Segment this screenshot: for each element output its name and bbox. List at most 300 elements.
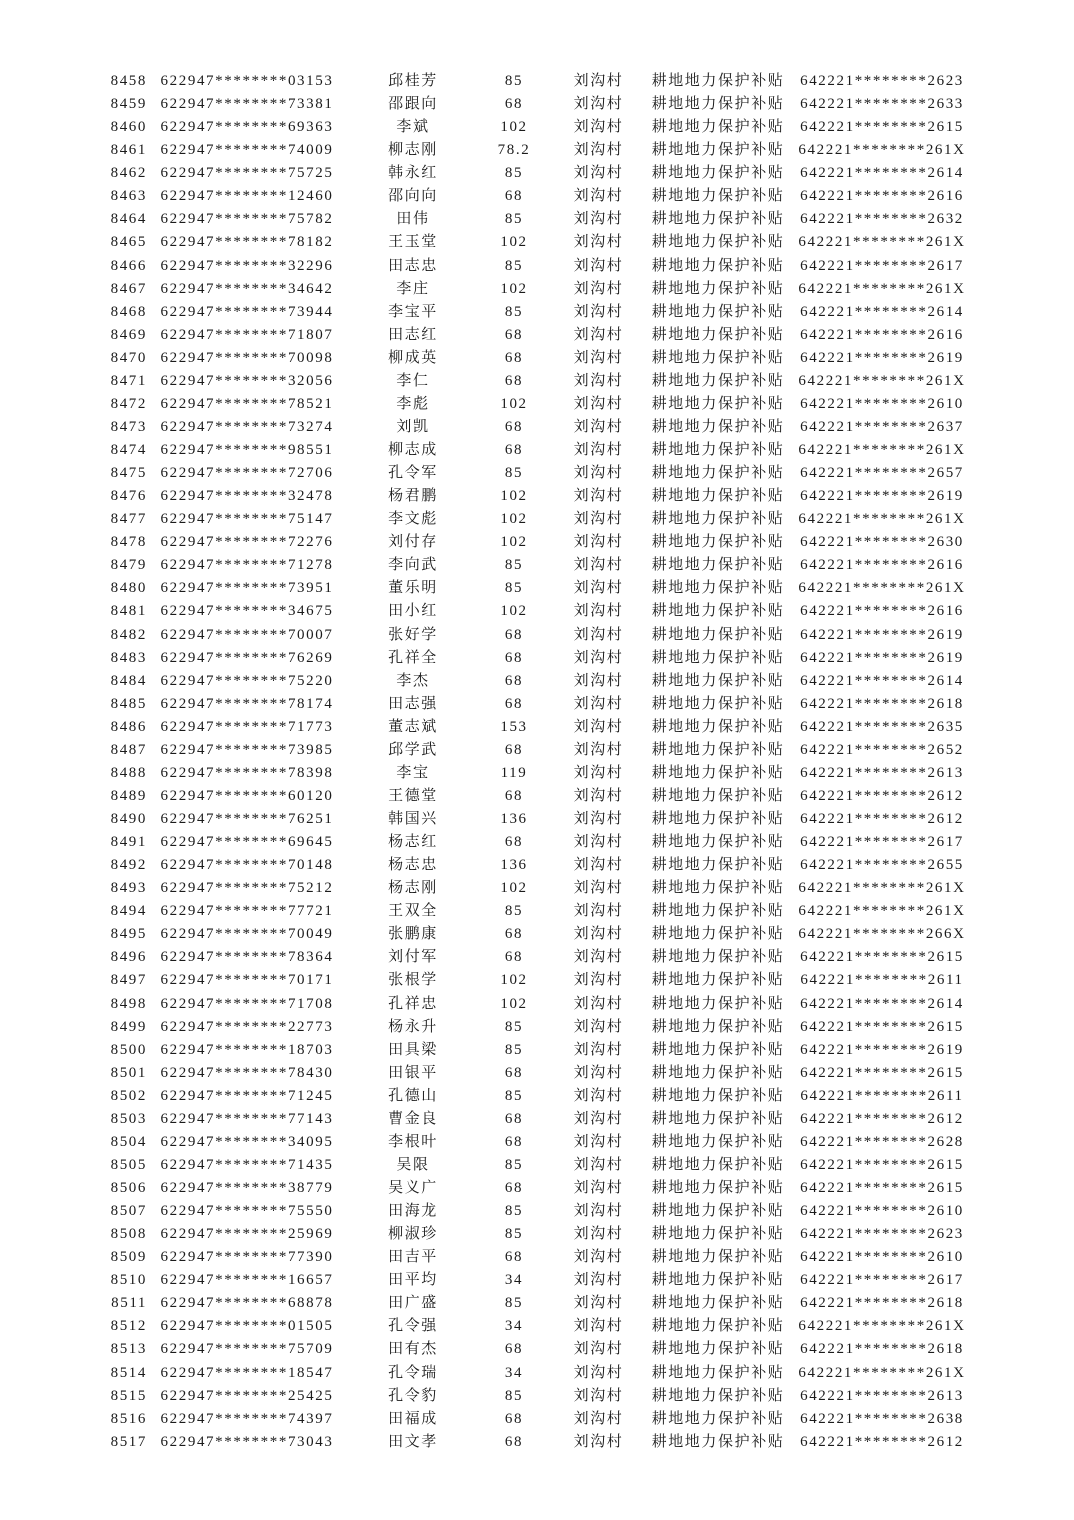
cell-village: 刘沟村	[573, 511, 624, 528]
cell-person-name: 柳志成	[388, 442, 438, 458]
cell-village: 刘沟村	[573, 1041, 624, 1058]
cell-amount: 68	[504, 741, 524, 758]
cell-subsidy-type: 耕地地力保护补贴	[651, 834, 785, 851]
cell-row-number: 8463	[110, 188, 147, 205]
cell-village: 刘沟村	[573, 188, 624, 205]
cell-subsidy-type: 耕地地力保护补贴	[651, 995, 785, 1012]
cell-row-number: 8482	[110, 626, 147, 643]
cell-village: 刘沟村	[573, 1364, 624, 1381]
cell-subsidy-type: 耕地地力保护补贴	[651, 257, 785, 274]
cell-id-number: 622947********25969	[160, 1226, 334, 1243]
cell-row-number: 8515	[110, 1387, 147, 1404]
cell-subsidy-type: 耕地地力保护补贴	[651, 119, 785, 136]
cell-person-name: 杨永升	[388, 1018, 438, 1035]
cell-subsidy-type: 耕地地力保护补贴	[651, 165, 785, 182]
table-row	[95, 854, 976, 877]
cell-person-name: 柳淑珍	[388, 1226, 438, 1243]
cell-village: 刘沟村	[573, 303, 624, 320]
table-row	[95, 1108, 976, 1131]
cell-person-name: 李斌	[396, 119, 430, 136]
table-row	[95, 1131, 976, 1154]
cell-id-number: 622947********25425	[160, 1387, 334, 1404]
cell-village: 刘沟村	[573, 695, 624, 712]
cell-amount: 102	[500, 234, 528, 251]
cell-amount: 68	[504, 1180, 524, 1196]
cell-row-number: 8503	[110, 1110, 147, 1127]
cell-subsidy-type: 耕地地力保护补贴	[651, 1156, 785, 1173]
cell-id-number: 622947********60120	[160, 787, 334, 804]
cell-village: 刘沟村	[573, 326, 624, 343]
cell-row-number: 8490	[110, 811, 147, 827]
cell-amount: 102	[500, 995, 528, 1012]
cell-id-number: 622947********18547	[160, 1364, 334, 1381]
cell-person-name: 邱桂芳	[388, 73, 438, 89]
cell-person-name: 柳志刚	[388, 142, 438, 159]
cell-subsidy-type: 耕地地力保护补贴	[651, 349, 785, 366]
cell-village: 刘沟村	[573, 1318, 624, 1335]
cell-id-number: 622947********72276	[160, 534, 334, 551]
cell-village: 刘沟村	[573, 165, 624, 182]
cell-village: 刘沟村	[573, 442, 624, 458]
cell-person-name: 田有杰	[388, 1341, 438, 1358]
cell-row-number: 8462	[110, 165, 147, 182]
cell-account-number: 642221********2611	[800, 972, 964, 989]
cell-row-number: 8505	[110, 1156, 147, 1173]
cell-amount: 85	[504, 211, 524, 228]
cell-row-number: 8480	[110, 580, 147, 597]
cell-village: 刘沟村	[573, 142, 624, 159]
cell-account-number: 642221********2615	[800, 1018, 964, 1035]
cell-amount: 85	[504, 257, 524, 274]
cell-row-number: 8507	[110, 1203, 147, 1220]
cell-village: 刘沟村	[573, 1295, 624, 1312]
table-row	[95, 1315, 976, 1338]
cell-row-number: 8485	[110, 695, 147, 712]
cell-amount: 68	[504, 1133, 524, 1150]
cell-account-number: 642221********261X	[798, 903, 966, 920]
cell-account-number: 642221********2635	[800, 718, 964, 735]
cell-account-number: 642221********261X	[798, 1364, 966, 1381]
cell-amount: 68	[504, 349, 524, 366]
cell-subsidy-type: 耕地地力保护补贴	[651, 1041, 785, 1058]
cell-id-number: 622947********74397	[160, 1410, 334, 1427]
cell-id-number: 622947********71278	[160, 557, 334, 574]
cell-person-name: 吴限	[396, 1156, 430, 1173]
cell-subsidy-type: 耕地地力保护补贴	[651, 465, 785, 482]
cell-id-number: 622947********76251	[160, 811, 334, 827]
cell-amount: 85	[504, 1156, 524, 1173]
table-row	[95, 1039, 976, 1062]
cell-row-number: 8478	[110, 534, 147, 551]
cell-subsidy-type: 耕地地力保护补贴	[651, 672, 785, 689]
cell-id-number: 622947********78174	[160, 695, 334, 712]
cell-id-number: 622947********73274	[160, 418, 334, 435]
cell-amount: 85	[504, 1041, 524, 1058]
cell-id-number: 622947********78364	[160, 949, 334, 966]
cell-id-number: 622947********75220	[160, 672, 334, 689]
table-row	[95, 923, 976, 946]
cell-amount: 68	[504, 442, 524, 458]
cell-village: 刘沟村	[573, 880, 624, 897]
cell-person-name: 田伟	[396, 211, 430, 228]
cell-person-name: 董志斌	[388, 718, 438, 735]
table-row	[95, 185, 976, 208]
cell-row-number: 8508	[110, 1226, 147, 1243]
cell-row-number: 8466	[110, 257, 147, 274]
cell-subsidy-type: 耕地地力保护补贴	[651, 1272, 785, 1289]
cell-subsidy-type: 耕地地力保护补贴	[651, 511, 785, 528]
cell-amount: 85	[504, 165, 524, 182]
cell-village: 刘沟村	[573, 257, 624, 274]
cell-row-number: 8465	[110, 234, 147, 251]
cell-row-number: 8477	[110, 511, 147, 528]
table-row	[95, 762, 976, 785]
cell-amount: 68	[504, 787, 524, 804]
cell-person-name: 孔令瑞	[388, 1364, 438, 1381]
cell-subsidy-type: 耕地地力保护补贴	[651, 442, 785, 458]
cell-village: 刘沟村	[573, 1133, 624, 1150]
cell-village: 刘沟村	[573, 811, 624, 827]
cell-id-number: 622947********12460	[160, 188, 334, 205]
cell-subsidy-type: 耕地地力保护补贴	[651, 211, 785, 228]
cell-amount: 102	[500, 119, 528, 136]
cell-person-name: 王德堂	[388, 787, 438, 804]
cell-account-number: 642221********261X	[798, 880, 966, 897]
cell-village: 刘沟村	[573, 1387, 624, 1404]
cell-village: 刘沟村	[573, 395, 624, 412]
cell-row-number: 8484	[110, 672, 147, 689]
cell-village: 刘沟村	[573, 834, 624, 851]
cell-subsidy-type: 耕地地力保护补贴	[651, 418, 785, 435]
cell-account-number: 642221********2610	[800, 395, 964, 412]
cell-id-number: 622947********70007	[160, 626, 334, 643]
table-row	[95, 900, 976, 923]
cell-amount: 85	[504, 1226, 524, 1243]
cell-row-number: 8460	[110, 119, 147, 136]
cell-subsidy-type: 耕地地力保护补贴	[651, 326, 785, 343]
cell-amount: 102	[500, 280, 528, 297]
cell-village: 刘沟村	[573, 211, 624, 228]
cell-person-name: 李文彪	[388, 511, 438, 528]
cell-person-name: 孔令豹	[388, 1387, 438, 1404]
table-row	[95, 439, 976, 462]
cell-account-number: 642221********2615	[800, 119, 964, 136]
cell-id-number: 622947********71435	[160, 1156, 334, 1173]
cell-amount: 102	[500, 511, 528, 528]
cell-row-number: 8506	[110, 1180, 147, 1196]
cell-row-number: 8500	[110, 1041, 147, 1058]
subsidy-table	[95, 70, 976, 1454]
cell-amount: 78.2	[497, 142, 531, 159]
cell-person-name: 田吉平	[388, 1249, 438, 1266]
cell-subsidy-type: 耕地地力保护补贴	[651, 1064, 785, 1081]
cell-village: 刘沟村	[573, 1180, 624, 1196]
cell-account-number: 642221********2616	[800, 326, 964, 343]
cell-village: 刘沟村	[573, 1272, 624, 1289]
cell-person-name: 田福成	[388, 1410, 438, 1427]
cell-village: 刘沟村	[573, 1110, 624, 1127]
cell-account-number: 642221********261X	[798, 234, 966, 251]
cell-subsidy-type: 耕地地力保护补贴	[651, 1087, 785, 1104]
cell-person-name: 田海龙	[388, 1203, 438, 1220]
cell-account-number: 642221********2619	[800, 626, 964, 643]
cell-person-name: 李庄	[396, 280, 430, 297]
cell-subsidy-type: 耕地地力保护补贴	[651, 695, 785, 712]
cell-subsidy-type: 耕地地力保护补贴	[651, 926, 785, 943]
cell-account-number: 642221********2611	[800, 1087, 964, 1104]
cell-village: 刘沟村	[573, 1156, 624, 1173]
cell-id-number: 622947********75709	[160, 1341, 334, 1358]
cell-village: 刘沟村	[573, 741, 624, 758]
table-row	[95, 278, 976, 301]
table-row	[95, 1292, 976, 1315]
cell-village: 刘沟村	[573, 465, 624, 482]
cell-subsidy-type: 耕地地力保护补贴	[651, 1249, 785, 1266]
cell-account-number: 642221********2616	[800, 557, 964, 574]
cell-person-name: 韩永红	[388, 165, 438, 182]
cell-account-number: 642221********261X	[798, 580, 966, 597]
cell-row-number: 8479	[110, 557, 147, 574]
cell-village: 刘沟村	[573, 1410, 624, 1427]
cell-person-name: 董乐明	[388, 580, 438, 597]
cell-id-number: 622947********74009	[160, 142, 334, 159]
cell-id-number: 622947********01505	[160, 1318, 334, 1335]
table-row	[95, 739, 976, 762]
cell-account-number: 642221********2632	[800, 211, 964, 228]
cell-row-number: 8473	[110, 418, 147, 435]
cell-id-number: 622947********78430	[160, 1064, 334, 1081]
table-row	[95, 255, 976, 278]
cell-person-name: 李杰	[396, 672, 430, 689]
cell-account-number: 642221********261X	[798, 280, 966, 297]
cell-row-number: 8488	[110, 764, 147, 781]
cell-subsidy-type: 耕地地力保护补贴	[651, 1018, 785, 1035]
cell-account-number: 642221********2652	[800, 741, 964, 758]
cell-person-name: 邵跟向	[388, 96, 438, 113]
cell-village: 刘沟村	[573, 787, 624, 804]
cell-row-number: 8470	[110, 349, 147, 366]
cell-row-number: 8513	[110, 1341, 147, 1358]
cell-person-name: 田文孝	[388, 1433, 438, 1450]
table-row	[95, 1177, 976, 1200]
cell-account-number: 642221********2623	[800, 1226, 964, 1243]
cell-amount: 136	[500, 811, 528, 827]
cell-village: 刘沟村	[573, 603, 624, 620]
cell-subsidy-type: 耕地地力保护补贴	[651, 903, 785, 920]
cell-village: 刘沟村	[573, 280, 624, 297]
cell-amount: 102	[500, 972, 528, 989]
cell-id-number: 622947********32478	[160, 488, 334, 505]
cell-row-number: 8495	[110, 926, 147, 943]
cell-subsidy-type: 耕地地力保护补贴	[651, 972, 785, 989]
cell-person-name: 田志忠	[388, 257, 438, 274]
cell-id-number: 622947********70148	[160, 857, 334, 874]
cell-row-number: 8472	[110, 395, 147, 412]
cell-account-number: 642221********2612	[800, 811, 964, 827]
cell-village: 刘沟村	[573, 626, 624, 643]
cell-amount: 85	[504, 557, 524, 574]
cell-row-number: 8483	[110, 649, 147, 666]
cell-amount: 68	[504, 1110, 524, 1127]
table-row	[95, 831, 976, 854]
cell-amount: 68	[504, 695, 524, 712]
cell-amount: 34	[504, 1364, 524, 1381]
cell-person-name: 王双全	[388, 903, 438, 920]
cell-id-number: 622947********71807	[160, 326, 334, 343]
cell-account-number: 642221********266X	[798, 926, 966, 943]
cell-row-number: 8459	[110, 96, 147, 113]
cell-account-number: 642221********2612	[800, 1110, 964, 1127]
cell-id-number: 622947********75550	[160, 1203, 334, 1220]
table-row	[95, 785, 976, 808]
cell-amount: 102	[500, 880, 528, 897]
cell-village: 刘沟村	[573, 534, 624, 551]
cell-subsidy-type: 耕地地力保护补贴	[651, 603, 785, 620]
cell-row-number: 8467	[110, 280, 147, 297]
cell-person-name: 田志红	[388, 326, 438, 343]
cell-row-number: 8504	[110, 1133, 147, 1150]
cell-amount: 68	[504, 949, 524, 966]
cell-row-number: 8489	[110, 787, 147, 804]
cell-amount: 85	[504, 1387, 524, 1404]
cell-person-name: 李向武	[388, 557, 438, 574]
cell-id-number: 622947********73381	[160, 96, 334, 113]
cell-village: 刘沟村	[573, 995, 624, 1012]
cell-row-number: 8494	[110, 903, 147, 920]
cell-row-number: 8493	[110, 880, 147, 897]
table-row	[95, 531, 976, 554]
cell-amount: 85	[504, 903, 524, 920]
cell-account-number: 642221********2617	[800, 1272, 964, 1289]
cell-person-name: 孔祥忠	[388, 995, 438, 1012]
cell-subsidy-type: 耕地地力保护补贴	[651, 96, 785, 113]
cell-row-number: 8464	[110, 211, 147, 228]
cell-village: 刘沟村	[573, 903, 624, 920]
table-row	[95, 1200, 976, 1223]
cell-account-number: 642221********2616	[800, 188, 964, 205]
cell-village: 刘沟村	[573, 73, 624, 89]
cell-id-number: 622947********18703	[160, 1041, 334, 1058]
cell-id-number: 622947********22773	[160, 1018, 334, 1035]
cell-account-number: 642221********2613	[800, 1387, 964, 1404]
cell-village: 刘沟村	[573, 119, 624, 136]
cell-account-number: 642221********2612	[800, 1433, 964, 1450]
cell-amount: 68	[504, 326, 524, 343]
cell-row-number: 8492	[110, 857, 147, 874]
table-row	[95, 1385, 976, 1408]
table-row	[95, 1223, 976, 1246]
cell-row-number: 8502	[110, 1087, 147, 1104]
cell-id-number: 622947********76269	[160, 649, 334, 666]
cell-amount: 153	[500, 718, 528, 735]
cell-account-number: 642221********2619	[800, 488, 964, 505]
cell-amount: 68	[504, 372, 524, 389]
table-row	[95, 716, 976, 739]
table-row	[95, 1154, 976, 1177]
cell-row-number: 8475	[110, 465, 147, 482]
table-row	[95, 416, 976, 439]
cell-amount: 68	[504, 672, 524, 689]
cell-person-name: 柳成英	[388, 349, 438, 366]
cell-id-number: 622947********34642	[160, 280, 334, 297]
cell-account-number: 642221********2614	[800, 672, 964, 689]
cell-subsidy-type: 耕地地力保护补贴	[651, 857, 785, 874]
table-row	[95, 577, 976, 600]
table-row	[95, 162, 976, 185]
cell-amount: 34	[504, 1318, 524, 1335]
cell-person-name: 杨志忠	[388, 857, 438, 874]
cell-subsidy-type: 耕地地力保护补贴	[651, 372, 785, 389]
cell-id-number: 622947********71708	[160, 995, 334, 1012]
cell-amount: 85	[504, 73, 524, 89]
table-row	[95, 462, 976, 485]
cell-id-number: 622947********78521	[160, 395, 334, 412]
cell-village: 刘沟村	[573, 949, 624, 966]
cell-amount: 68	[504, 1064, 524, 1081]
cell-account-number: 642221********2614	[800, 303, 964, 320]
cell-amount: 85	[504, 465, 524, 482]
cell-amount: 68	[504, 418, 524, 435]
cell-person-name: 田具梁	[388, 1041, 438, 1058]
cell-village: 刘沟村	[573, 557, 624, 574]
cell-account-number: 642221********2617	[800, 257, 964, 274]
cell-person-name: 吴义广	[388, 1180, 438, 1196]
table-row	[95, 808, 976, 831]
cell-account-number: 642221********2637	[800, 418, 964, 435]
cell-id-number: 622947********73985	[160, 741, 334, 758]
cell-row-number: 8511	[111, 1295, 147, 1312]
cell-person-name: 孔令强	[388, 1318, 438, 1335]
cell-person-name: 李仁	[396, 372, 430, 389]
table-row	[95, 969, 976, 992]
cell-person-name: 田平均	[388, 1272, 438, 1289]
cell-id-number: 622947********75147	[160, 511, 334, 528]
cell-village: 刘沟村	[573, 1203, 624, 1220]
cell-row-number: 8496	[110, 949, 147, 966]
cell-account-number: 642221********2618	[800, 695, 964, 712]
cell-account-number: 642221********2615	[800, 1064, 964, 1081]
cell-id-number: 622947********70098	[160, 349, 334, 366]
cell-id-number: 622947********70171	[160, 972, 334, 989]
cell-account-number: 642221********2610	[800, 1203, 964, 1220]
cell-amount: 68	[504, 1249, 524, 1266]
cell-person-name: 李宝	[396, 764, 430, 781]
cell-account-number: 642221********2619	[800, 649, 964, 666]
cell-village: 刘沟村	[573, 649, 624, 666]
cell-subsidy-type: 耕地地力保护补贴	[651, 303, 785, 320]
cell-subsidy-type: 耕地地力保护补贴	[651, 1133, 785, 1150]
cell-village: 刘沟村	[573, 234, 624, 251]
table-row	[95, 1408, 976, 1431]
cell-row-number: 8509	[110, 1249, 147, 1266]
cell-row-number: 8476	[110, 488, 147, 505]
table-row	[95, 1338, 976, 1361]
cell-village: 刘沟村	[573, 1018, 624, 1035]
cell-row-number: 8469	[110, 326, 147, 343]
cell-amount: 85	[504, 1018, 524, 1035]
cell-id-number: 622947********72706	[160, 465, 334, 482]
cell-account-number: 642221********2618	[800, 1295, 964, 1312]
cell-village: 刘沟村	[573, 488, 624, 505]
cell-subsidy-type: 耕地地力保护补贴	[651, 764, 785, 781]
cell-person-name: 李根叶	[388, 1133, 438, 1150]
table-row	[95, 1016, 976, 1039]
cell-subsidy-type: 耕地地力保护补贴	[651, 649, 785, 666]
cell-account-number: 642221********261X	[798, 372, 966, 389]
cell-row-number: 8471	[110, 372, 147, 389]
table-row	[95, 485, 976, 508]
cell-person-name: 田小红	[388, 603, 438, 620]
